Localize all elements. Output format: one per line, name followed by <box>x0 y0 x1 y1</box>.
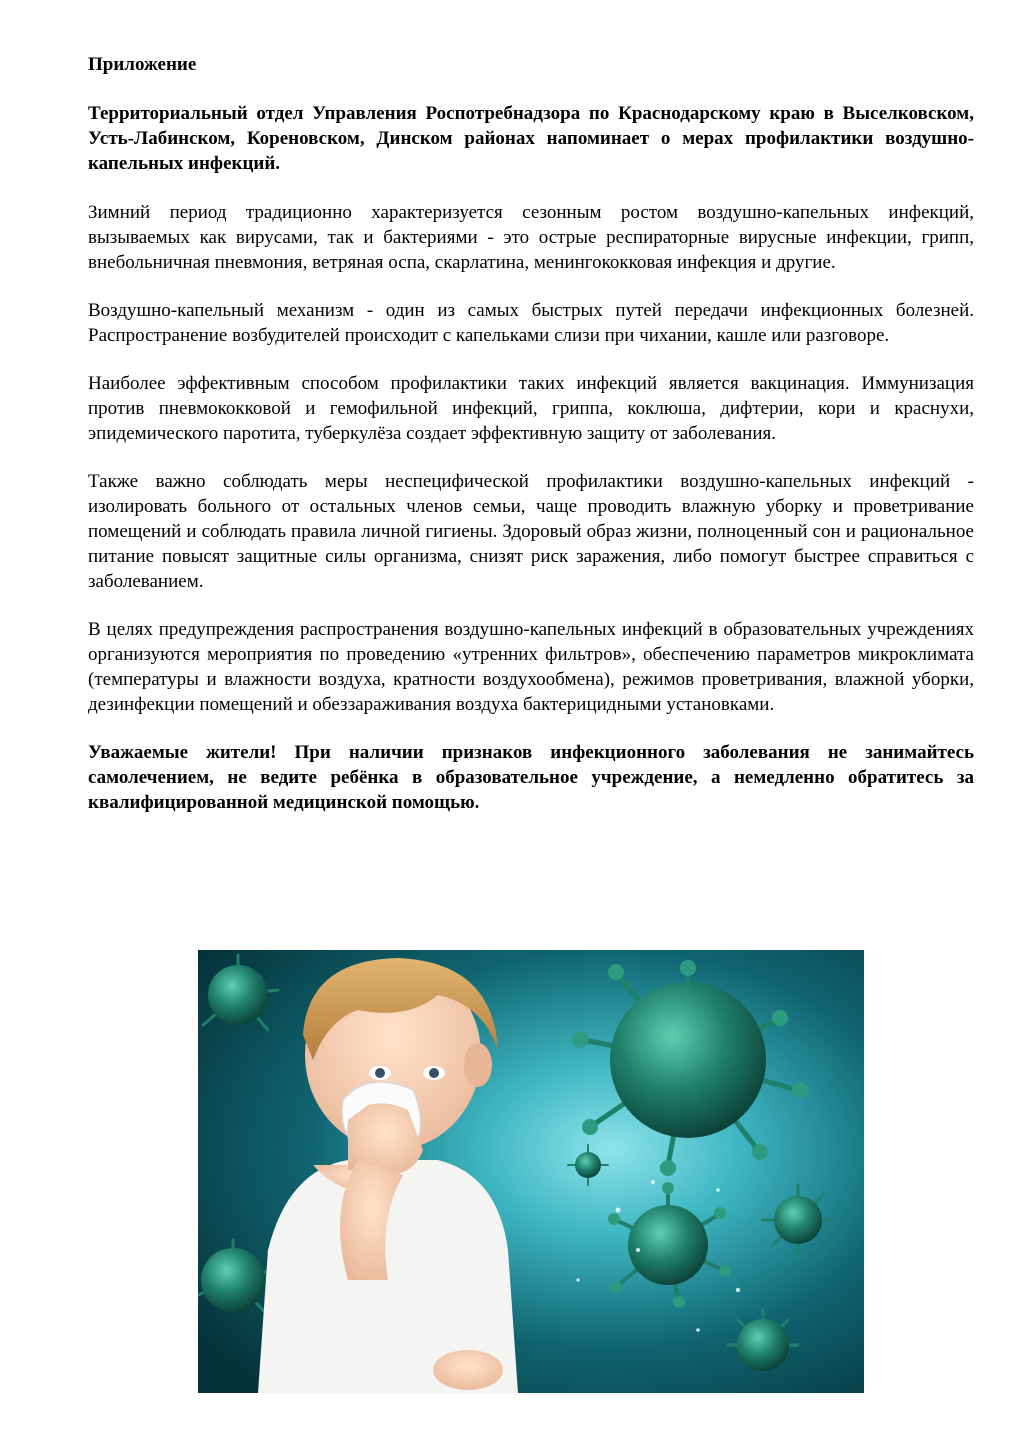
appendix-label: Приложение <box>88 54 197 75</box>
closing-appeal: Уважаемые жители! При наличии признаков инфекционного заболевания не занимайтесь самолечением, не ведите ребёнка в образовательное учреждение, а немедленно обратитесь за квалифицированной медицинской помощью. <box>88 742 974 813</box>
paragraph-vaccination: Наиболее эффективным способом профилактики таких инфекций является вакцинация. Иммунизация против пневмококковой и гемофильной инфекций, гриппа, коклюша, дифтерии, кори и краснухи, эпидемического паротита, туберкулёза создает эффективную защиту от заболевания. <box>88 373 974 444</box>
paragraph-schools: В целях предупреждения распространения воздушно-капельных инфекций в образовательных учреждениях организуются мероприятия по проведению «утренних фильтров», обеспечению параметров микроклимата (температуры и влажности воздуха, кратности воздухообмена), режимов проветривания, влажной уборки, дезинфекции помещений и обеззараживания воздуха бактерицидными установками. <box>88 619 974 715</box>
paragraph-nonspecific-prevention: Также важно соблюдать меры неспецифической профилактики воздушно-капельных инфекций - изолировать больного от остальных членов семьи, чаще проводить влажную уборку и проветривание помещений и соблюдать правила личной гигиены. Здоровый образ жизни, полноценный сон и рациональное питание повысят защитные силы организма, снизят риск заражения, либо помогут быстрее справиться с заболеванием. <box>88 471 974 592</box>
illustration-svg <box>198 950 864 1393</box>
document-heading: Территориальный отдел Управления Роспотребнадзора по Краснодарскому краю в Выселковском, Усть-Лабинском, Кореновском, Динском районах напоминает о мерах профилактики воздушно-капельных инфекций. <box>88 103 974 174</box>
document-page <box>88 52 974 838</box>
child-with-viruses-illustration <box>198 950 864 1393</box>
paragraph-transmission: Воздушно-капельный механизм - один из самых быстрых путей передачи инфекционных болезней. Распространение возбудителей происходит с капельками слизи при чихании, кашле или разговоре. <box>88 300 974 346</box>
paragraph-winter-season: Зимний период традиционно характеризуется сезонным ростом воздушно-капельных инфекций, вызываемых как вирусами, так и бактериями - это острые респираторные вирусные инфекции, грипп, внебольничная пневмония, ветряная оспа, скарлатина, менингококковая инфекция и другие. <box>88 202 974 273</box>
